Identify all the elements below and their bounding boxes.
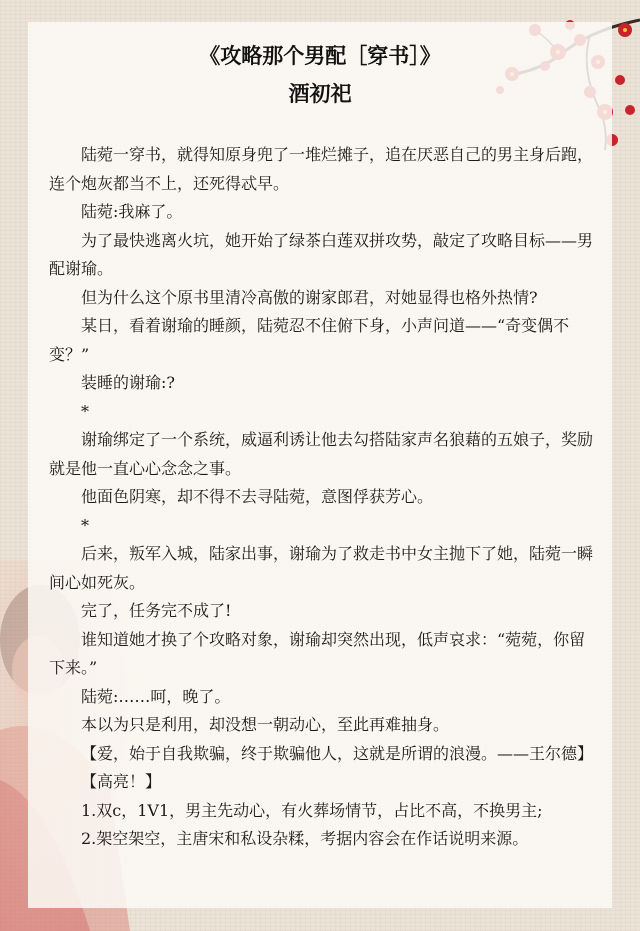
paragraph: 后来，叛军入城，陆家出事，谢瑜为了救走书中女主抛下了她，陆菀一瞬间心如死灰。 bbox=[49, 544, 594, 592]
paragraph: 陆菀一穿书，就得知原身兜了一堆烂摊子，追在厌恶自己的男主身后跑，连个炮灰都当不上，还死得忒早。 bbox=[49, 145, 594, 193]
paragraph: 为了最快逃离火坑，她开始了绿茶白莲双拼攻势，敲定了攻略目标——男配谢瑜。 bbox=[49, 230, 594, 278]
paragraph: 谁知道她才换了个攻略对象，谢瑜却突然出现，低声哀求：“菀菀，你留下来。” bbox=[49, 629, 586, 677]
paragraph: 但为什么这个原书里清冷高傲的谢家郎君，对她显得也格外热情? bbox=[81, 287, 538, 307]
note-item: 1.双c，1V1，男主先动心，有火葬场情节，占比不高，不换男主; bbox=[81, 800, 543, 820]
paragraph: 谢瑜绑定了一个系统，威逼利诱让他去勾搭陆家声名狼藉的五娘子，奖励就是他一直心心念念之事。 bbox=[49, 430, 594, 478]
highlight-heading: 【高亮！】 bbox=[81, 772, 162, 791]
book-author: 酒初祀 bbox=[288, 81, 352, 106]
paragraph: 完了，任务完不成了! bbox=[81, 601, 232, 620]
note-item: 2.架空架空，主唐宋和私设杂糅，考据内容会在作话说明来源。 bbox=[81, 829, 529, 848]
section-separator: * bbox=[81, 515, 89, 535]
paragraph: 装睡的谢瑜:? bbox=[81, 373, 175, 392]
section-separator: * bbox=[81, 401, 89, 421]
book-title: 《攻略那个男配［穿书］》 bbox=[199, 43, 441, 68]
paragraph: 本以为只是利用，却没想一朝动心，至此再难抽身。 bbox=[81, 715, 450, 734]
synopsis bbox=[49, 141, 594, 854]
paragraph: 他面色阴寒，却不得不去寻陆菀，意图俘获芳心。 bbox=[81, 487, 434, 506]
paragraph: 陆菀:我麻了。 bbox=[81, 202, 183, 221]
paragraph: 某日，看着谢瑜的睡颜，陆菀忍不住俯下身，小声问道——“奇变偶不变？” bbox=[49, 316, 570, 364]
paragraph: 陆菀:……呵，晚了。 bbox=[81, 686, 231, 706]
quote: 【爱，始于自我欺骗，终于欺骗他人，这就是所谓的浪漫。——王尔德】 bbox=[81, 743, 594, 763]
